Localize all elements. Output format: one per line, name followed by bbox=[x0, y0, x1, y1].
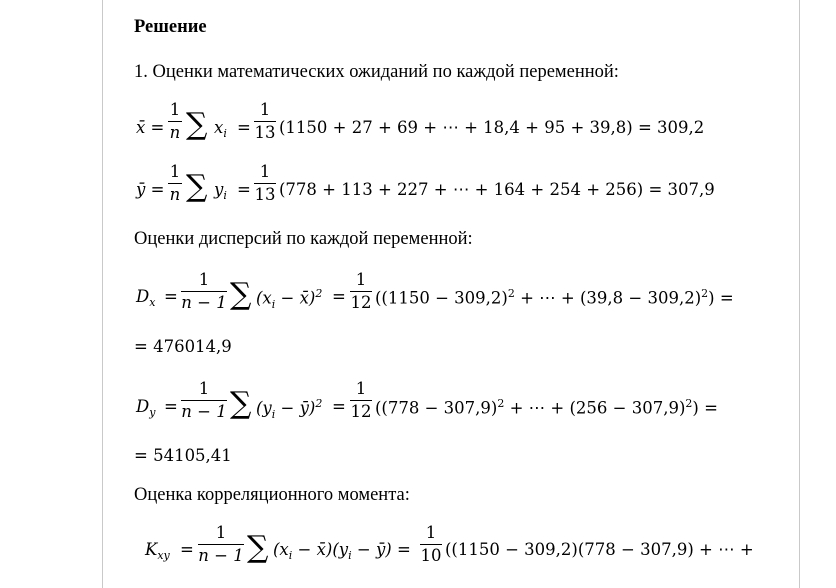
solution-heading: Решение bbox=[134, 17, 207, 37]
dx-lhs: $D_x$ bbox=[136, 287, 156, 310]
x-i: $x_i$ bbox=[214, 118, 227, 141]
sum-icon: ∑ bbox=[247, 530, 269, 565]
dx-result: = 476014,9 bbox=[134, 337, 232, 356]
equals-sign: = bbox=[237, 118, 251, 137]
equals-sign: = bbox=[180, 540, 194, 559]
sum-icon: ∑ bbox=[186, 169, 208, 204]
dy-result: = 54105,41 bbox=[134, 446, 232, 465]
equals-sign: = bbox=[164, 287, 178, 306]
fraction-1-over-n-minus-1: 1 n − 1 bbox=[198, 523, 244, 565]
mean-y-rhs: (778 + 113 + 227 + ⋯ + 164 + 254 + 256) = 307,9 bbox=[279, 180, 715, 199]
sum-icon: ∑ bbox=[186, 107, 208, 142]
fraction-1-over-n: 1 n bbox=[169, 162, 181, 204]
mean-x-rhs: (1150 + 27 + 69 + ⋯ + 18,4 + 95 + 39,8) = 309,2 bbox=[279, 118, 705, 137]
dispersion-heading: Оценки дисперсий по каждой переменной: bbox=[134, 229, 473, 249]
fraction-1-over-n-minus-1: 1 n − 1 bbox=[181, 379, 227, 421]
sum-icon: ∑ bbox=[230, 386, 252, 421]
fraction-1-over-12: 1 12 bbox=[350, 270, 372, 312]
y-i: $y_i$ bbox=[214, 180, 227, 203]
dy-rhs: ($(778 - 307,9)^2$ + ⋯ + $(256 - 307,9)^2$) = bbox=[375, 397, 718, 418]
dx-rhs: ($(1150 - 309,2)^2$ + ⋯ + $(39,8 - 309,2)^2$) = bbox=[375, 287, 734, 308]
equals-sign: = bbox=[332, 397, 346, 416]
equals-sign: = bbox=[332, 287, 346, 306]
fraction-1-over-n-minus-1: 1 n − 1 bbox=[181, 270, 227, 312]
fraction-1-over-13: 1 13 bbox=[254, 100, 276, 142]
fraction-1-over-n: 1 n bbox=[169, 100, 181, 142]
equals-sign: = bbox=[164, 397, 178, 416]
kxy-body: ($x_i$ − $x̄)(y_i$ − ȳ) = bbox=[273, 540, 411, 563]
fraction-1-over-12: 1 12 bbox=[350, 379, 372, 421]
dy-body: ($y_i$ − ȳ)$^2$ bbox=[256, 397, 323, 421]
dx-body: ($x_i$ − x̄)$^2$ bbox=[256, 287, 323, 311]
fraction-1-over-13: 1 13 bbox=[254, 162, 276, 204]
mean-x-lhs: x̄ = bbox=[136, 118, 165, 137]
fraction-1-over-10: 1 10 bbox=[420, 523, 442, 565]
item-1-text: 1. Оценки математических ожиданий по каждой переменной: bbox=[134, 62, 619, 82]
sum-icon: ∑ bbox=[230, 277, 252, 312]
equals-sign: = bbox=[237, 180, 251, 199]
kxy-rhs: ((1150 − 309,2)(778 − 307,9) + ⋯ + bbox=[445, 540, 754, 559]
kxy-lhs: $K_{xy}$ bbox=[145, 540, 170, 563]
dy-lhs: $D_y$ bbox=[136, 397, 156, 420]
correlation-heading: Оценка корреляционного момента: bbox=[134, 485, 410, 505]
mean-y-lhs: ȳ = bbox=[136, 180, 165, 199]
